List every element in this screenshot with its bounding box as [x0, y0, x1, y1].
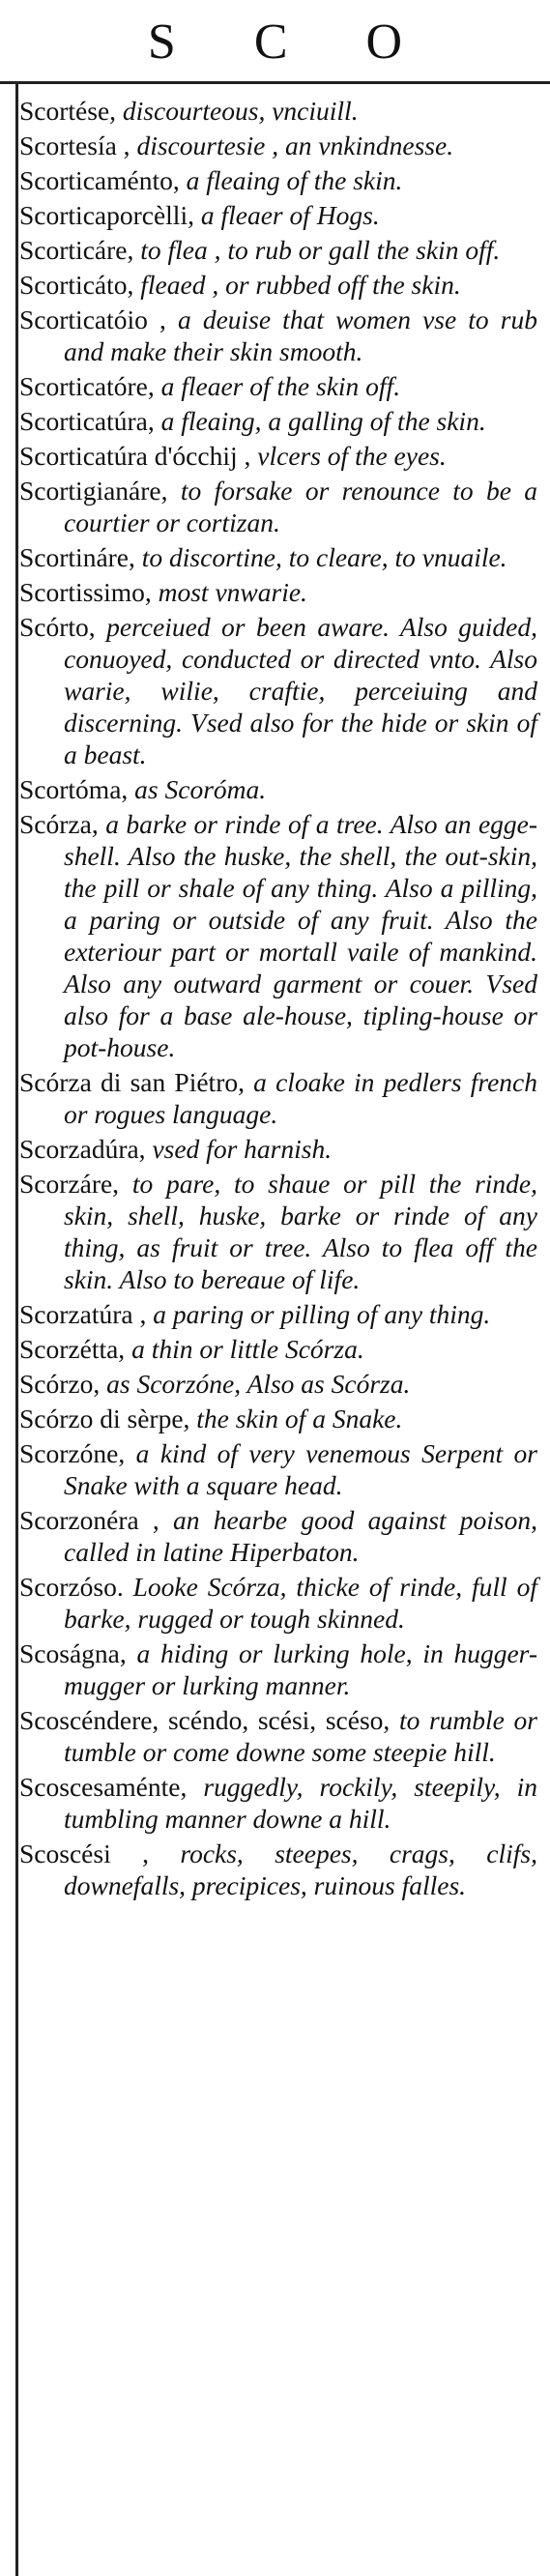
- entry-headword: Scoscéndere, scéndo, scési, scéso,: [19, 1705, 391, 1735]
- dictionary-entry: [19, 576, 537, 608]
- header-rule: [0, 81, 550, 84]
- entry-definition: a paring or pilling of any thing.: [153, 1299, 491, 1329]
- dictionary-entry: [19, 130, 537, 161]
- page-title: S C O: [147, 14, 436, 70]
- entry-definition: a fleaer of Hogs.: [200, 200, 380, 230]
- dictionary-entry: [19, 269, 537, 301]
- entry-headword: Scortése,: [19, 96, 117, 126]
- page-header: [0, 0, 550, 79]
- dictionary-entry: [19, 1771, 537, 1835]
- entry-definition: a thin or little Scórza.: [131, 1334, 364, 1364]
- entry-definition: a fleaing, a galling of the skin.: [160, 406, 486, 436]
- dictionary-entry: [19, 1403, 537, 1434]
- dictionary-entry: [19, 808, 537, 1063]
- entry-definition: an hearbe good against poison, called in latine Hiperbaton.: [64, 1505, 538, 1567]
- dictionary-entry: [19, 440, 537, 472]
- entry-definition: a deuise that women vse to rub and make their skin smooth.: [64, 304, 537, 366]
- entry-definition: ruggedly, rockily, steepily, in tumbling manner downe a hill.: [64, 1772, 537, 1834]
- entry-definition: most vnwarie.: [158, 577, 307, 607]
- entry-headword: Scorzétta,: [19, 1334, 126, 1364]
- entry-definition: fleaed , or rubbed off the skin.: [140, 270, 461, 300]
- entry-definition: a kind of very venemous Serpent or Snake with a square head.: [64, 1438, 537, 1500]
- entry-headword: Scorzóne,: [19, 1438, 126, 1468]
- entry-headword: Scórzo,: [19, 1369, 101, 1399]
- dictionary-entry: [19, 1838, 537, 1901]
- entry-headword: Scortissimo,: [19, 577, 152, 607]
- entry-definition: Looke Scórza, thicke of rinde, full of barke, rugged or tough skinned.: [64, 1572, 537, 1634]
- dictionary-entry: [19, 1437, 537, 1501]
- dictionary-entry: [19, 611, 537, 770]
- entry-headword: Scórto,: [19, 612, 96, 642]
- dictionary-entry: [19, 1333, 537, 1365]
- entry-headword: Scorzáre,: [19, 1169, 120, 1199]
- entry-headword: Scorzóso.: [19, 1572, 124, 1602]
- entry-definition: perceiued or been aware. Also guided, conuoyed, conducted or directed vnto. Also warie, wilie, craftie, perceiuing and discerning. Vsed also for the hide or skin of a beast.: [64, 612, 538, 769]
- entry-definition: to forsake or renounce to be a courtier or cortizan.: [64, 476, 538, 537]
- entry-definition: as Scoróma.: [134, 774, 267, 804]
- entry-headword: Scorticáre,: [19, 235, 134, 265]
- dictionary-entry: [19, 1066, 537, 1130]
- entry-definition: to rumble or tumble or come downe some steepie hill.: [64, 1705, 537, 1767]
- dictionary-entry: [19, 1298, 537, 1330]
- dictionary-entry: [19, 199, 537, 231]
- entry-definition: a fleaing of the skin.: [186, 165, 403, 195]
- entry-headword: Scórza,: [19, 809, 99, 839]
- dictionary-entry: [19, 370, 537, 402]
- dictionary-entry: [19, 773, 537, 805]
- dictionary-entry: [19, 1571, 537, 1635]
- entry-definition: rocks, steepes, crags, clifs, downefalls, precipices, ruinous falles.: [64, 1838, 537, 1900]
- dictionary-entry: [19, 1368, 537, 1400]
- dictionary-column: [19, 95, 537, 1904]
- entry-definition: a fleaer of the skin off.: [160, 371, 401, 401]
- entry-definition: to discortine, to cleare, to vnuaile.: [141, 542, 507, 572]
- entry-headword: Scorticatúra d'ócchij ,: [19, 441, 251, 471]
- entry-definition: a cloake in pedlers french or rogues language.: [64, 1067, 537, 1129]
- entry-headword: Scorticatúra,: [19, 406, 155, 436]
- dictionary-entry: [19, 1637, 537, 1701]
- entry-definition: vlcers of the eyes.: [257, 441, 447, 471]
- entry-definition: to pare, to shaue or pill the rinde, skin, shell, huske, barke or rinde of any thing, as fruit or tree. Also to flea off the skin. Also to bereaue of life.: [64, 1169, 538, 1294]
- column-rule: [15, 81, 18, 2576]
- dictionary-entry: [19, 1504, 537, 1568]
- dictionary-entry: [19, 1133, 537, 1165]
- entry-definition: vsed for harnish.: [152, 1134, 333, 1164]
- entry-headword: Scoscési ,: [19, 1838, 149, 1868]
- entry-headword: Scorticatóre,: [19, 371, 155, 401]
- dictionary-entry: [19, 164, 537, 196]
- entry-headword: Scortináre,: [19, 542, 135, 572]
- entry-headword: Scorticaménto,: [19, 165, 180, 195]
- entry-headword: Scoscesaménte,: [19, 1772, 188, 1802]
- dictionary-entry: [19, 541, 537, 573]
- entry-definition: a hiding or lurking hole, in hugger-mugger or lurking manner.: [64, 1638, 537, 1700]
- entry-definition: discourtesie , an vnkindnesse.: [136, 130, 454, 160]
- entry-definition: to flea , to rub or gall the skin off.: [140, 235, 501, 265]
- dictionary-entry: [19, 1168, 537, 1295]
- dictionary-entry: [19, 234, 537, 266]
- entry-definition: discourteous, vnciuill.: [122, 96, 359, 126]
- entry-headword: Scórza di san Piétro,: [19, 1067, 245, 1097]
- entry-headword: Scorticaporcèlli,: [19, 200, 194, 230]
- entry-definition: a barke or rinde of a tree. Also an egge-shell. Also the huske, the shell, the out-skin, the pill or shale of any thing. Also a pilling, a paring or outside of any fruit. Also the exteriour part or mortall vaile of mankind. Also any outward garment or couer. Vsed also for a base ale-house, tipling-house or pot-house.: [64, 809, 538, 1062]
- entry-definition: the skin of a Snake.: [196, 1404, 403, 1433]
- entry-headword: Scorticáto,: [19, 270, 134, 300]
- entry-definition: as Scorzóne, Also as Scórza.: [106, 1369, 411, 1399]
- entry-headword: Scorzadúra,: [19, 1134, 146, 1164]
- entry-headword: Scorticatóio ,: [19, 304, 166, 334]
- entry-headword: Scórzo di sèrpe,: [19, 1404, 190, 1433]
- dictionary-entry: [19, 475, 537, 538]
- entry-headword: Scorzatúra ,: [19, 1299, 147, 1329]
- dictionary-entry: [19, 405, 537, 437]
- dictionary-entry: [19, 304, 537, 367]
- dictionary-entry: [19, 95, 537, 127]
- entry-headword: Scorzonéra ,: [19, 1505, 159, 1535]
- entry-headword: Scortigianáre,: [19, 476, 168, 506]
- entry-headword: Scortóma,: [19, 774, 129, 804]
- dictionary-entry: [19, 1704, 537, 1768]
- entry-headword: Scoságna,: [19, 1638, 127, 1668]
- entry-headword: Scortesía ,: [19, 130, 130, 160]
